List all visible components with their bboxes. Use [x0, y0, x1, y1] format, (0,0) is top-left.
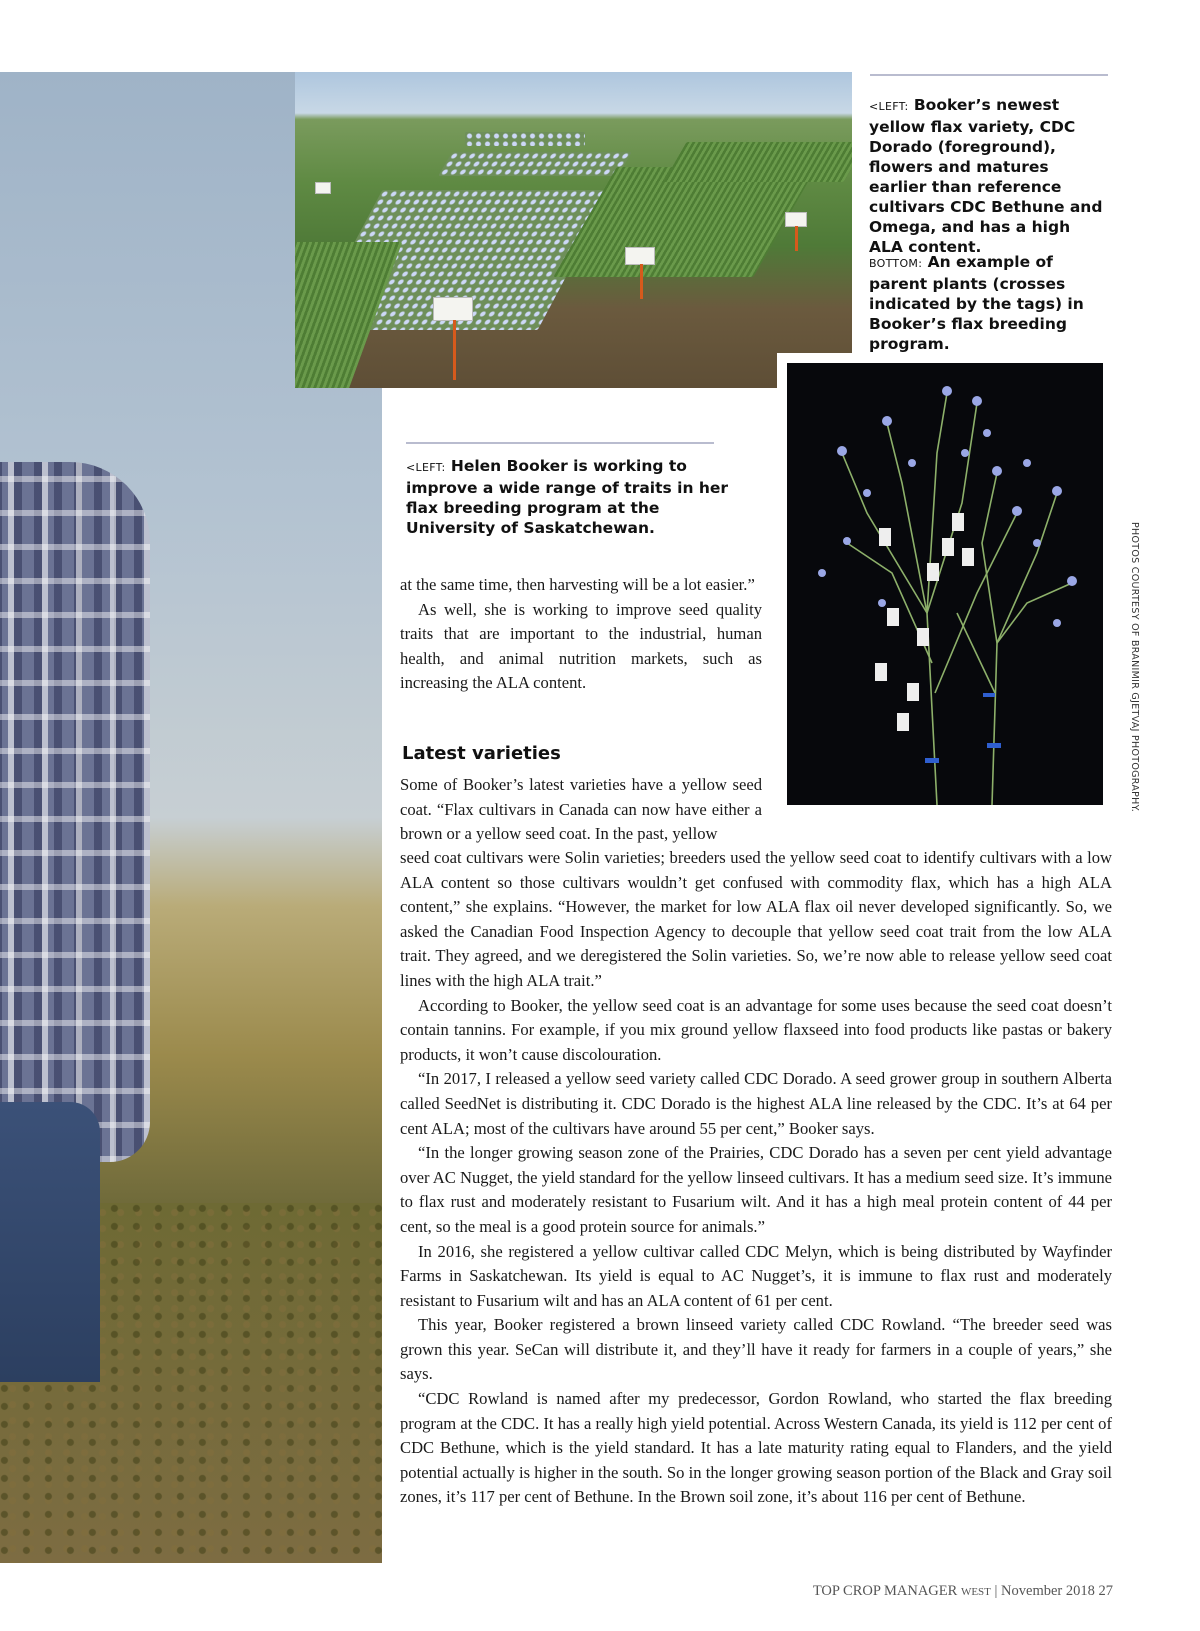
body-paragraph: In 2016, she registered a yellow cultivar called CDC Melyn, which is being distributed by Wayfinder Farms in Saskatchewan. Its yield is equal to AC Nugget’s, it is immune to flax rust and moderately resistant to Fusarium wilt and has an ALA content of 61 per cent.: [400, 1241, 1112, 1310]
caption-rule-left: [406, 442, 714, 444]
caption-rule-top: [870, 74, 1108, 76]
body-paragraph: “In the longer growing season zone of the Prairies, CDC Dorado has a seven per cent yield advantage over AC Nugget, the yield standard for the yellow linseed cultivars. It has a medium seed size. It’s immune to flax rust and moderately resistant to Fusarium wilt. And it has a high meal protein content of 44 per cent, so the meal is a good protein source for animals.”: [400, 1143, 1112, 1236]
body-paragraph: This year, Booker registered a brown linseed variety called CDC Rowland. “The breeder seed was grown this year. SeCan will distribute it, and they’ll have it ready for farmers in a couple of years,” she says.: [400, 1315, 1112, 1384]
footer-separator: |: [994, 1583, 998, 1599]
photo-credit: PHOTOS COURTESY OF BRANIMIR GJETVAJ PHOTOGRAPHY.: [1129, 522, 1140, 813]
body-section-intro: [400, 773, 762, 847]
caption-lead: BOTTOM:: [869, 257, 923, 270]
caption-text: Booker’s newest yellow flax variety, CDC Dorado (foreground), flowers and matures earlier than reference cultivars CDC Bethune and Omega, and has a high ALA content.: [869, 96, 1103, 256]
caption-lead: <LEFT:: [406, 461, 446, 474]
caption-text: Helen Booker is working to improve a wide range of traits in her flax breeding program at the University of Saskatchewan.: [406, 457, 729, 537]
caption-left: [406, 456, 751, 538]
caption-text: An example of parent plants (crosses indicated by the tags) in Booker’s flax breeding program.: [869, 253, 1084, 353]
caption-lead: <LEFT:: [869, 100, 909, 113]
body-paragraph: at the same time, then harvesting will be a lot easier.”: [400, 575, 755, 594]
page-number: 27: [1098, 1583, 1113, 1599]
jeans: [0, 1102, 100, 1382]
body-main: [400, 846, 1112, 1510]
parent-plants-photo: [777, 353, 1113, 815]
body-paragraph: Some of Booker’s latest varieties have a yellow seed coat. “Flax cultivars in Canada can now have either a brown or a yellow seed coat. In the past, yellow: [400, 775, 762, 844]
body-paragraph: As well, she is working to improve seed quality traits that are important to the industrial, human health, and animal nutrition markets, such as increasing the ALA content.: [400, 599, 762, 693]
issue-date: November 2018: [1001, 1583, 1095, 1599]
body-column-top: [400, 573, 762, 696]
magazine-name: TOP CROP MANAGER: [812, 1583, 958, 1599]
body-paragraph: According to Booker, the yellow seed coat is an advantage for some uses because the seed coat doesn’t contain tannins. For example, if you mix ground yellow flaxseed into food products like pastas or bakery products, it won’t cause discolouration.: [400, 995, 1112, 1064]
body-paragraph: “In 2017, I released a yellow seed variety called CDC Dorado. A seed grower group in southern Alberta called SeedNet is distributing it. CDC Dorado is the highest ALA line released by the CDC. It’s at 64 per cent ALA; most of the cultivars have around 55 per cent,” Booker says.: [400, 1069, 1112, 1138]
section-heading: Latest varieties: [402, 743, 561, 764]
body-paragraph: “CDC Rowland is named after my predecessor, Gordon Rowland, who started the flax breeding program at the CDC. It has a really high yield potential. Across Western Canada, its yield is 112 per cent of CDC Bethune, which is the yield standard. It has a late maturity rating equal to Flanders, and the yield potential actually is higher in the south. So in the longer growing season portion of the Black and Gray soil zones, it’s 117 per cent of Bethune. In the Brown soil zone, it’s about 116 per cent of Bethune.: [400, 1389, 1112, 1507]
flax-plants-illustration: [787, 363, 1103, 805]
page-footer: [813, 1583, 1113, 1600]
caption-top-right: [869, 95, 1109, 257]
body-paragraph: seed coat cultivars were Solin varieties; breeders used the yellow seed coat to identify cultivars with a low ALA content so those cultivars wouldn’t get confused with commodity flax, which has a high ALA content,” she explains. “However, the market for low ALA flax oil never developed significantly. So, we asked the Canadian Food Inspection Agency to decouple that yellow seed coat trait from the low ALA trait. They agreed, and we deregistered the Solin varieties. So, we’re now able to release yellow seed coat lines with the high ALA trait.”: [400, 848, 1112, 990]
edition: WEST: [960, 1586, 991, 1598]
caption-bottom: [869, 252, 1109, 354]
plaid-shirt: [0, 462, 150, 1162]
field-trial-photo: [295, 72, 852, 388]
